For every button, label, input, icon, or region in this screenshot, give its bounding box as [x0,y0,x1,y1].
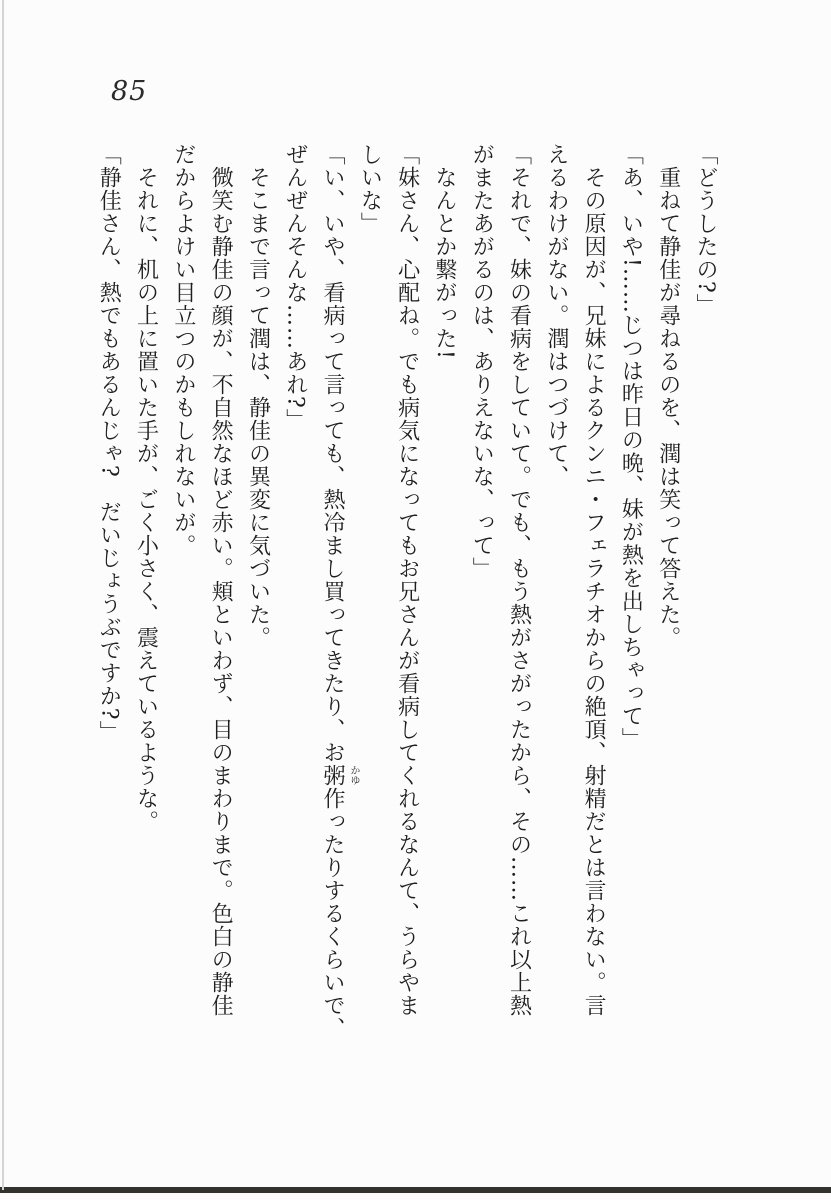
text-line: それに、机の上に置いた手が、ごく小さく、震えているような。 [133,166,159,833]
bottom-edge-line [0,1187,831,1193]
text-line: 微笑む静佳の顔が、不自然なほど赤い。頬といわず、目のまわりまで。色白の静佳 [208,166,234,1017]
ruby-base: 粥 [320,764,346,787]
text-line: 「あ、いや!……じつは昨日の晩、妹が熱を出しちゃって」 [618,143,644,751]
page-number: 85 [111,76,148,107]
text-line: 重ねて静佳が尋ねるのを、潤は笑って答えた。 [655,166,681,649]
text-line: 「どうしたの?」 [693,143,718,317]
text-segment: 作ったりするくらいで、 [320,787,346,1040]
text-line: がまたあがるのは、ありえないな、って」 [469,143,495,580]
text-line [314,143,360,1055]
text-line: えるわけがない。潤はつづけて、 [543,143,569,488]
text-segment: 「い、いや、看病って言っても、熱冷まし買ってきたり、お [320,143,346,764]
text-line: なんとか繋がった! [431,166,457,360]
left-edge-line [2,0,4,1190]
furigana-label: かゆ [348,765,360,785]
text-line: 「妹さん、心配ね。でも病気になってもお兄さんが看病してくれるなんて、うらやま [394,143,420,1017]
text-line: しいな」 [357,143,383,235]
text-line: その原因が、兄妹によるクンニ・フェラチオからの絶頂、射精だとは言わない。言 [581,166,607,1017]
text-line: だからよけい目立つのかもしれないが。 [170,143,196,557]
text-line: そこまで言って潤は、静佳の異変に気づいた。 [245,166,271,649]
vertical-text-block [90,143,724,1055]
text-line: 「静佳さん、熱でもあるんじゃ? だいじょうぶですか?」 [96,143,122,744]
text-line: ぜんぜんそんな……あれ?」 [282,143,308,432]
text-line: 「それで、妹の看病をしていて。でも、もう熱がさがったから、その……これ以上熱 [506,143,532,1017]
ruby-annotated-word [320,764,360,787]
